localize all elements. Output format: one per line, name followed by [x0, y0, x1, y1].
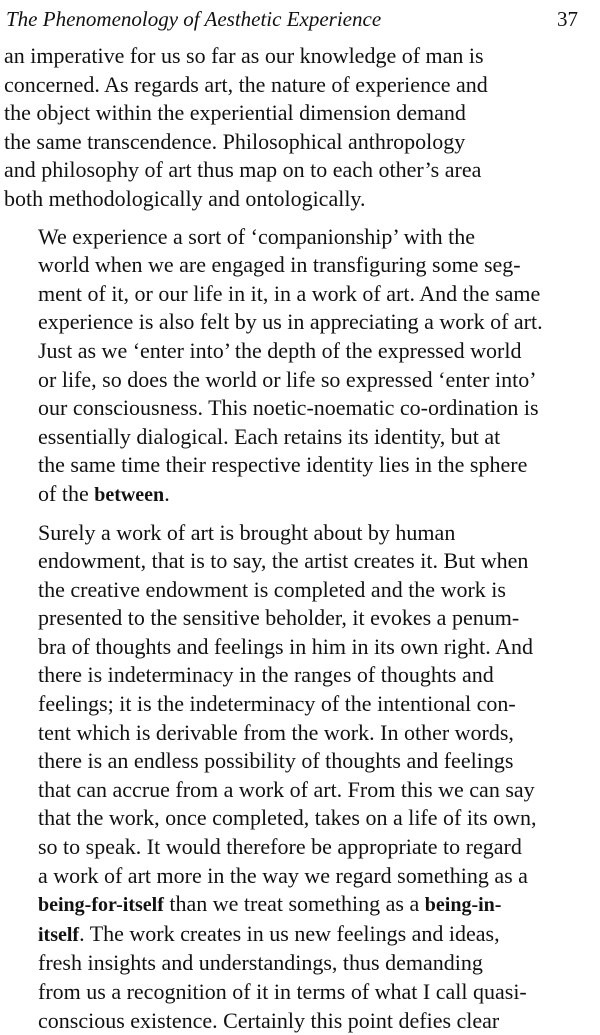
text-line: that can accrue from a work of art. From this we can say [4, 776, 586, 805]
text-segment: . [164, 481, 170, 506]
text-line: world when we are engaged in transfiguring some seg- [4, 251, 586, 280]
text-line: so to speak. It would therefore be appropriate to regard [4, 833, 586, 862]
text-line: Surely a work of art is brought about by human [4, 519, 586, 548]
bold-term-being-for-itself: being-for-itself [38, 894, 164, 916]
paragraph-3 [4, 519, 586, 1035]
text-line [4, 480, 586, 510]
text-line: presented to the sensitive beholder, it evokes a penum- [4, 604, 586, 633]
text-line: essentially dialogical. Each retains its identity, but at [4, 423, 586, 452]
paragraph-2 [4, 223, 586, 510]
text-line: that the work, once completed, takes on a life of its own, [4, 804, 586, 833]
text-segment: of the [38, 481, 94, 506]
text-line: or life, so does the world or life so expressed ‘enter into’ [4, 366, 586, 395]
text-line: conscious existence. Certainly this point defies clear [4, 1007, 586, 1035]
running-head [4, 4, 586, 42]
text-line: tent which is derivable from the work. In other words, [4, 719, 586, 748]
text-line: fresh insights and understandings, thus demanding [4, 949, 586, 978]
text-line: feelings; it is the indeterminacy of the intentional con- [4, 690, 586, 719]
text-line: there is indeterminacy in the ranges of thoughts and [4, 661, 586, 690]
text-line: We experience a sort of ‘companionship’ with the [4, 223, 586, 252]
page-number: 37 [557, 4, 586, 34]
text-line: our consciousness. This noetic-noematic co-ordination is [4, 394, 586, 423]
text-line: bra of thoughts and feelings in him in its own right. And [4, 633, 586, 662]
text-line: and philosophy of art thus map on to each other’s area [4, 156, 586, 185]
text-line: the object within the experiential dimension demand [4, 99, 586, 128]
text-line: both methodologically and ontologically. [4, 185, 586, 214]
text-line: endowment, that is to say, the artist creates it. But when [4, 547, 586, 576]
text-line: there is an endless possibility of thoughts and feelings [4, 747, 586, 776]
text-line: concerned. As regards art, the nature of experience and [4, 71, 586, 100]
text-line: the creative endowment is completed and the work is [4, 576, 586, 605]
text-segment: than we treat something as a [164, 891, 425, 916]
text-line: experience is also felt by us in appreciating a work of art. [4, 308, 586, 337]
bold-term-being-in-itself-end: itself [38, 924, 79, 946]
text-segment: . The work creates in us new feelings and ideas, [79, 921, 500, 946]
running-title: The Phenomenology of Aesthetic Experience [4, 4, 381, 34]
paragraph-1 [4, 42, 586, 214]
text-line: the same transcendence. Philosophical anthropology [4, 128, 586, 157]
text-line: a work of art more in the way we regard something as a [4, 862, 586, 891]
body-text [4, 42, 586, 1035]
text-line: an imperative for us so far as our knowledge of man is [4, 42, 586, 71]
bold-term-between: between [94, 484, 164, 506]
text-line: the same time their respective identity lies in the sphere [4, 451, 586, 480]
bold-term-being-in-itself-start: being-in- [425, 894, 502, 916]
text-line: ment of it, or our life in it, in a work of art. And the same [4, 280, 586, 309]
text-line: Just as we ‘enter into’ the depth of the expressed world [4, 337, 586, 366]
text-line [4, 920, 586, 950]
text-line: from us a recognition of it in terms of what I call quasi- [4, 978, 586, 1007]
text-line [4, 890, 586, 920]
